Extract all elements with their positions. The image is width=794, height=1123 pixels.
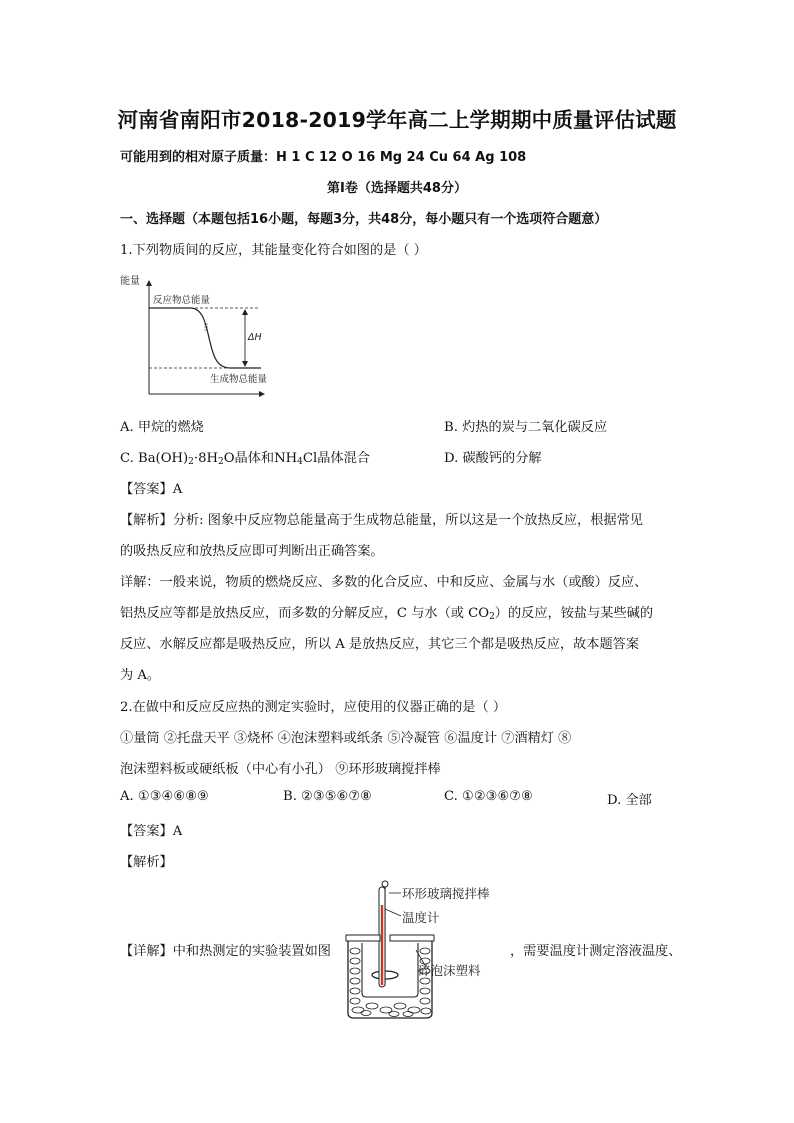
section-title: 第Ⅰ卷（选择题共48分）	[327, 181, 467, 196]
lid-right	[390, 935, 434, 941]
stirrer-top	[382, 881, 388, 887]
q1-analysis-line2: 的吸热反应和放热反应即可判断出正确答案。	[120, 544, 384, 559]
q2-detail-prefix: 【详解】中和热测定的实验装置如图	[120, 944, 331, 959]
q1-detail-line2-prefix: 铝热反应等都是放热反应，而多数的分解反应，C 与水（或 CO	[120, 606, 490, 621]
x-axis-arrow	[259, 391, 265, 397]
q2-option-a: A. ①③④⑥⑧⑨	[120, 789, 209, 804]
outer-beaker	[348, 941, 432, 1018]
q1-stem: 1.下列物质间的反应，其能量变化符合如图的是（ ）	[120, 243, 427, 258]
q1-option-c-prefix: C. Ba(OH)	[120, 451, 189, 466]
delta-h-label: ΔH	[248, 332, 262, 343]
delta-h-arrow-top	[242, 309, 248, 315]
q1-option-a: A. 甲烷的燃烧	[120, 420, 204, 435]
thermometer-label: 温度计	[402, 910, 440, 925]
y-axis-arrow	[146, 280, 152, 286]
q2-stem: 2.在做中和反应反应热的测定实验时，应使用的仪器正确的是（ ）	[120, 700, 507, 715]
q2-option-b: B. ②③⑤⑥⑦⑧	[283, 789, 373, 804]
q2-items-line1: ①量筒 ②托盘天平 ③烧杯 ④泡沫塑料或纸条 ⑤冷凝管 ⑥温度计 ⑦酒精灯 ⑧	[120, 731, 572, 746]
q1-answer: 【答案】A	[120, 482, 183, 497]
q1-option-b: B. 灼热的炭与二氧化碳反应	[444, 420, 608, 435]
calorimeter-apparatus	[344, 875, 504, 1023]
part-heading: 一、选择题（本题包括16小题，每题3分，共48分，每小题只有一个选项符合题意）	[120, 212, 608, 227]
q1-option-c-sub1: 2	[188, 457, 194, 467]
energy-diagram	[118, 268, 268, 400]
q1-detail-line4: 为 A。	[120, 668, 161, 683]
q1-detail-line1: 详解：一般来说，物质的燃烧反应、多数的化合反应、中和反应、金属与水（或酸）反应、	[120, 575, 648, 590]
q1-option-d: D. 碳酸钙的分解	[444, 451, 542, 466]
inner-beaker	[362, 943, 418, 997]
q1-detail-line2	[120, 602, 653, 622]
q1-option-c-sub3: 4	[297, 457, 303, 467]
q1-detail-line2-suffix: ）的反应，铵盐与某些碱的	[494, 606, 654, 621]
y-axis-label: 能量	[120, 276, 140, 287]
q1-detail-line3: 反应、水解反应都是吸热反应，所以 A 是放热反应，其它三个都是吸热反应，故本题答案	[120, 637, 640, 652]
q1-option-c-suffix: Cl晶体混合	[302, 451, 370, 466]
q1-analysis-line1: 【解析】分析: 图象中反应物总能量高于生成物总能量，所以这是一个放热反应，根据常见	[120, 513, 643, 528]
q1-option-c-sub2: 2	[218, 457, 224, 467]
lid	[346, 935, 380, 941]
foam-label: 碎泡沫塑料	[418, 963, 481, 978]
q2-option-c: C. ①②③⑥⑦⑧	[444, 789, 533, 804]
page-title: 河南省南阳市2018-2019学年高二上学期期中质量评估试题	[117, 108, 677, 132]
q1-option-c-mid: ·8H	[193, 451, 218, 466]
stirrer-label: 环形玻璃搅拌棒	[402, 886, 490, 901]
q1-option-c	[120, 447, 370, 467]
q2-items-line2: 泡沫塑料板或硬纸板（中心有小孔） ⑨环形玻璃搅拌棒	[120, 762, 441, 777]
reactant-level-line	[149, 308, 261, 368]
products-label: 生成物总能量	[210, 374, 268, 385]
q2-analysis: 【解析】	[120, 855, 173, 870]
q2-detail-suffix: ，需要温度计测定溶液温度、	[510, 944, 682, 959]
delta-h-arrow-bottom	[242, 361, 248, 367]
q2-answer: 【答案】A	[120, 824, 183, 839]
reactants-label: 反应物总能量	[153, 295, 211, 306]
atomic-mass-line: 可能用到的相对原子质量：H 1 C 12 O 16 Mg 24 Cu 64 Ag 108	[120, 150, 527, 165]
q1-option-c-mid2: O晶体和NH	[223, 451, 298, 466]
q1-detail-line2-sub: 2	[489, 612, 495, 622]
q2-option-d: D. 全部	[607, 793, 652, 808]
